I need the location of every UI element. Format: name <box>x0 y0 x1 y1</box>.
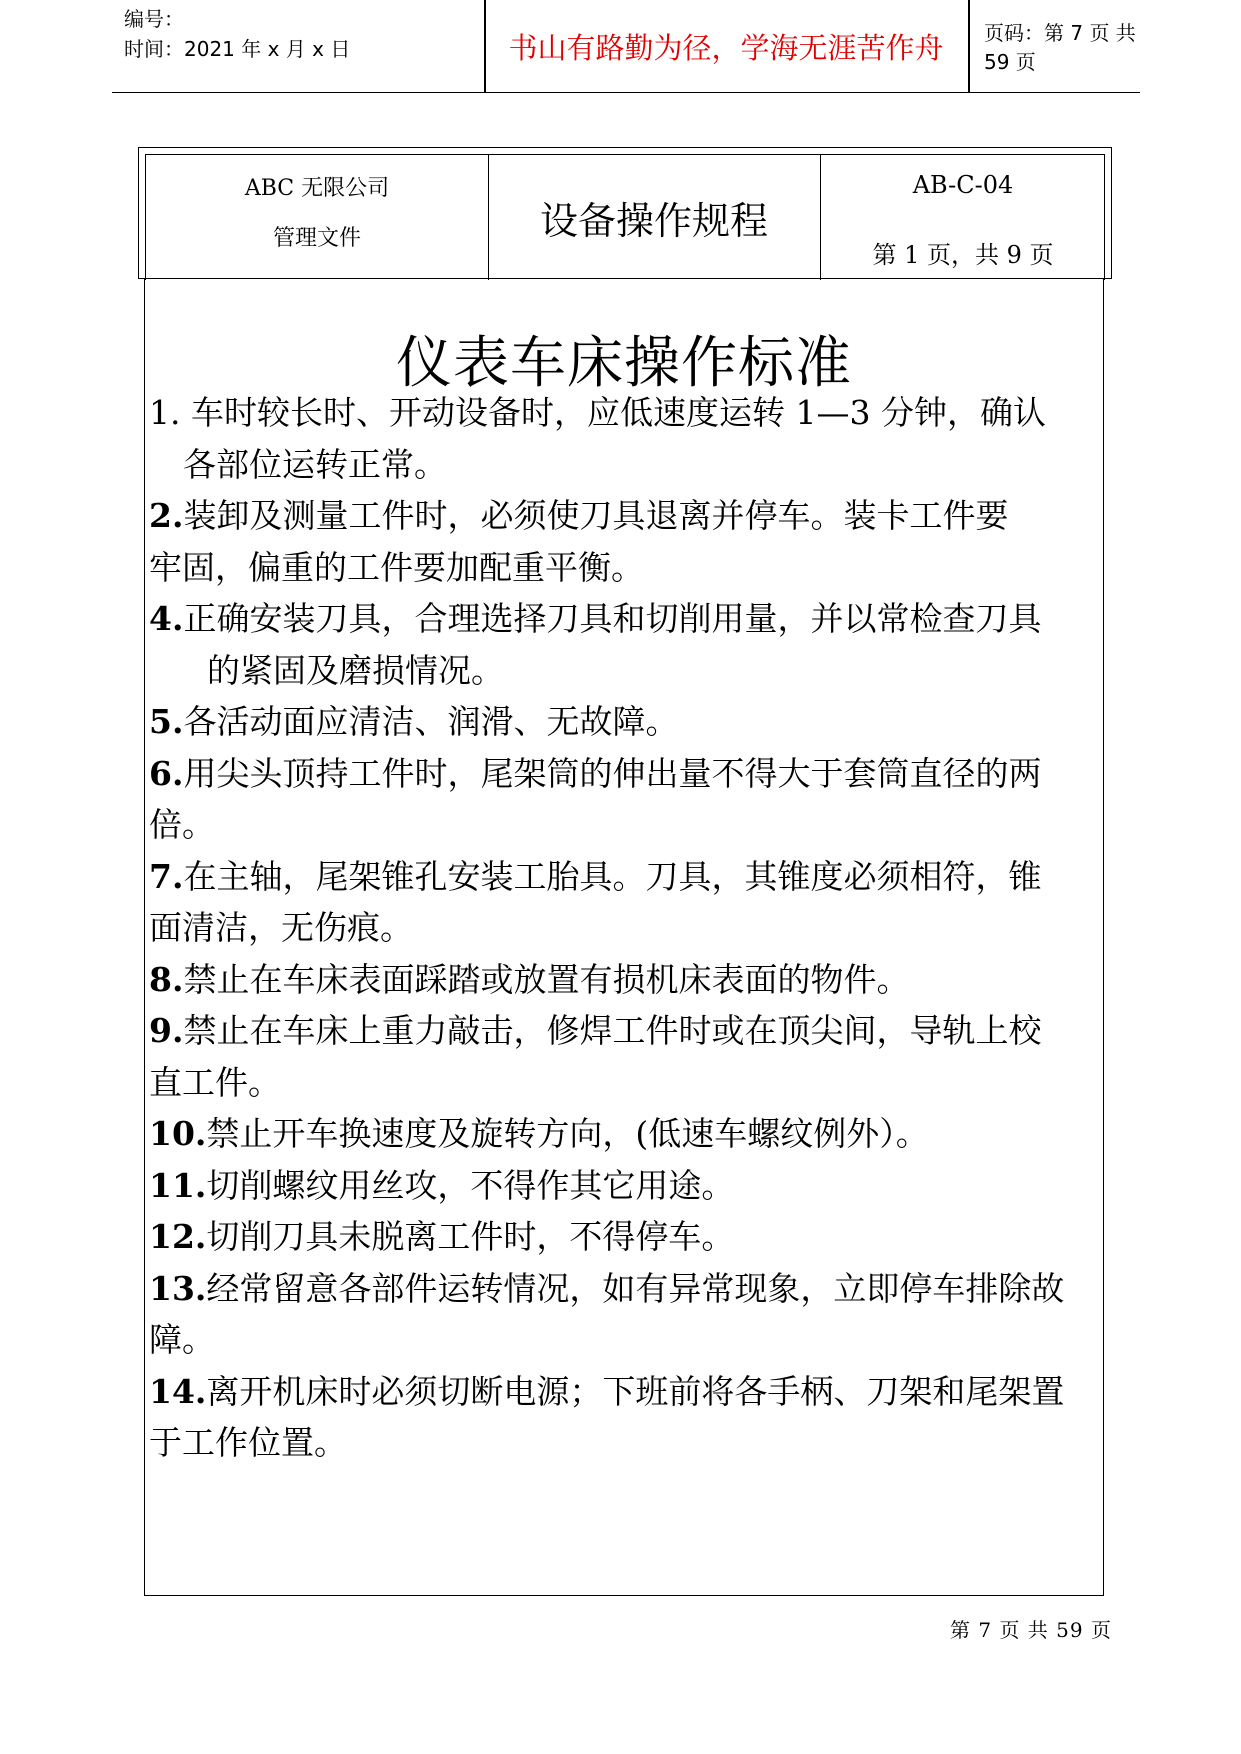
item-number: 11. <box>149 1165 207 1205</box>
item-text-cont: 各部位运转正常。 <box>183 444 447 484</box>
list-item <box>149 748 1095 851</box>
item-text: 车时较长时、开动设备时，应低速度运转 1—3 分钟，确认 <box>191 393 1046 432</box>
list-item <box>149 1108 1095 1160</box>
company-cell <box>146 155 489 280</box>
serial-label: 编号： <box>124 7 184 31</box>
item-text-cont: 障。 <box>149 1320 215 1359</box>
list-item <box>149 1005 1095 1108</box>
header-meta <box>124 4 484 64</box>
item-text-cont: 牢固，偏重的工件要加配重平衡。 <box>149 547 644 587</box>
item-text: 装卸及测量工件时，必须使刀具退离并停车。装卡工件要 <box>183 496 1009 535</box>
time-label: 时间：2021 年 x 月 x 日 <box>124 37 351 61</box>
doc-title: 仪表车床操作标准 <box>396 331 852 396</box>
item-number: 4. <box>149 599 184 638</box>
item-text: 各活动面应清洁、润滑、无故障。 <box>183 702 679 741</box>
item-text-cont: 倍。 <box>149 805 215 844</box>
item-number: 10. <box>149 1114 207 1153</box>
item-text: 禁止在车床表面踩踏或放置有损机床表面的物件。 <box>183 959 910 999</box>
doc-name: 设备操作规程 <box>539 199 768 243</box>
doc-name-cell <box>488 155 821 280</box>
header-motto: 书山有路勤为径，学海无涯苦作舟 <box>508 30 944 65</box>
item-number: 12. <box>149 1217 207 1256</box>
top-header <box>112 0 1140 93</box>
header-divider <box>968 0 970 92</box>
item-text: 经常留意各部件运转情况，如有异常现象，立即停车排除故 <box>206 1268 1065 1308</box>
item-text: 切削螺纹用丝攻，不得作其它用途。 <box>206 1165 735 1205</box>
item-text: 离开机床时必须切断电源；下班前将各手柄、刀架和尾架置 <box>206 1371 1065 1411</box>
item-text: 在主轴，尾架锥孔安装工胎具。刀具，其锥度必须相符，锥 <box>183 856 1042 896</box>
doc-page: 第 1 页，共 9 页 <box>872 241 1054 269</box>
item-number: 8. <box>149 959 184 999</box>
list-item <box>149 490 1095 593</box>
item-number: 1. <box>149 393 181 432</box>
doc-code-cell <box>822 155 1104 280</box>
list-item <box>149 387 1095 490</box>
list-item <box>149 954 1095 1006</box>
item-text: 切削刀具未脱离工件时，不得停车。 <box>206 1217 735 1256</box>
item-text: 用尖头顶持工件时，尾架筒的伸出量不得大于套筒直径的两 <box>183 753 1042 793</box>
item-number: 7. <box>149 856 184 896</box>
list-item <box>149 851 1095 954</box>
item-text: 禁止开车换速度及旋转方向，(低速车螺纹例外）。 <box>206 1114 929 1153</box>
doc-type: 管理文件 <box>272 226 361 251</box>
header-page-info: 页码：第 7 页 共 59 页 <box>984 21 1136 74</box>
item-number: 6. <box>149 753 184 793</box>
item-text-cont: 于工作位置。 <box>149 1423 347 1462</box>
company-name: ABC 无限公司 <box>244 176 390 201</box>
list-item <box>149 1211 1095 1263</box>
item-text-cont: 的紧固及磨损情况。 <box>207 650 504 690</box>
item-number: 9. <box>149 1011 184 1050</box>
list-item <box>149 1366 1095 1469</box>
doc-header-inner <box>145 154 1105 280</box>
list-item <box>149 1263 1095 1366</box>
item-text: 正确安装刀具，合理选择刀具和切削用量，并以常检查刀具 <box>183 599 1042 638</box>
item-number: 5. <box>149 702 184 741</box>
rule-list <box>149 387 1095 1469</box>
list-item <box>149 1160 1095 1212</box>
item-number: 14. <box>149 1371 207 1411</box>
item-number: 2. <box>149 496 184 535</box>
doc-body <box>144 279 1104 1596</box>
doc-header-table <box>138 147 1112 279</box>
list-item <box>149 696 1095 748</box>
list-item <box>149 593 1095 696</box>
item-text-cont: 面清洁，无伤痕。 <box>149 908 413 947</box>
item-text-cont: 直工件。 <box>149 1062 281 1102</box>
item-text: 禁止在车床上重力敲击，修焊工件时或在顶尖间，导轨上校 <box>183 1011 1042 1050</box>
item-number: 13. <box>149 1268 207 1308</box>
doc-code: AB-C-04 <box>912 171 1014 199</box>
footer-page-info: 第 7 页 共 59 页 <box>950 1618 1112 1642</box>
